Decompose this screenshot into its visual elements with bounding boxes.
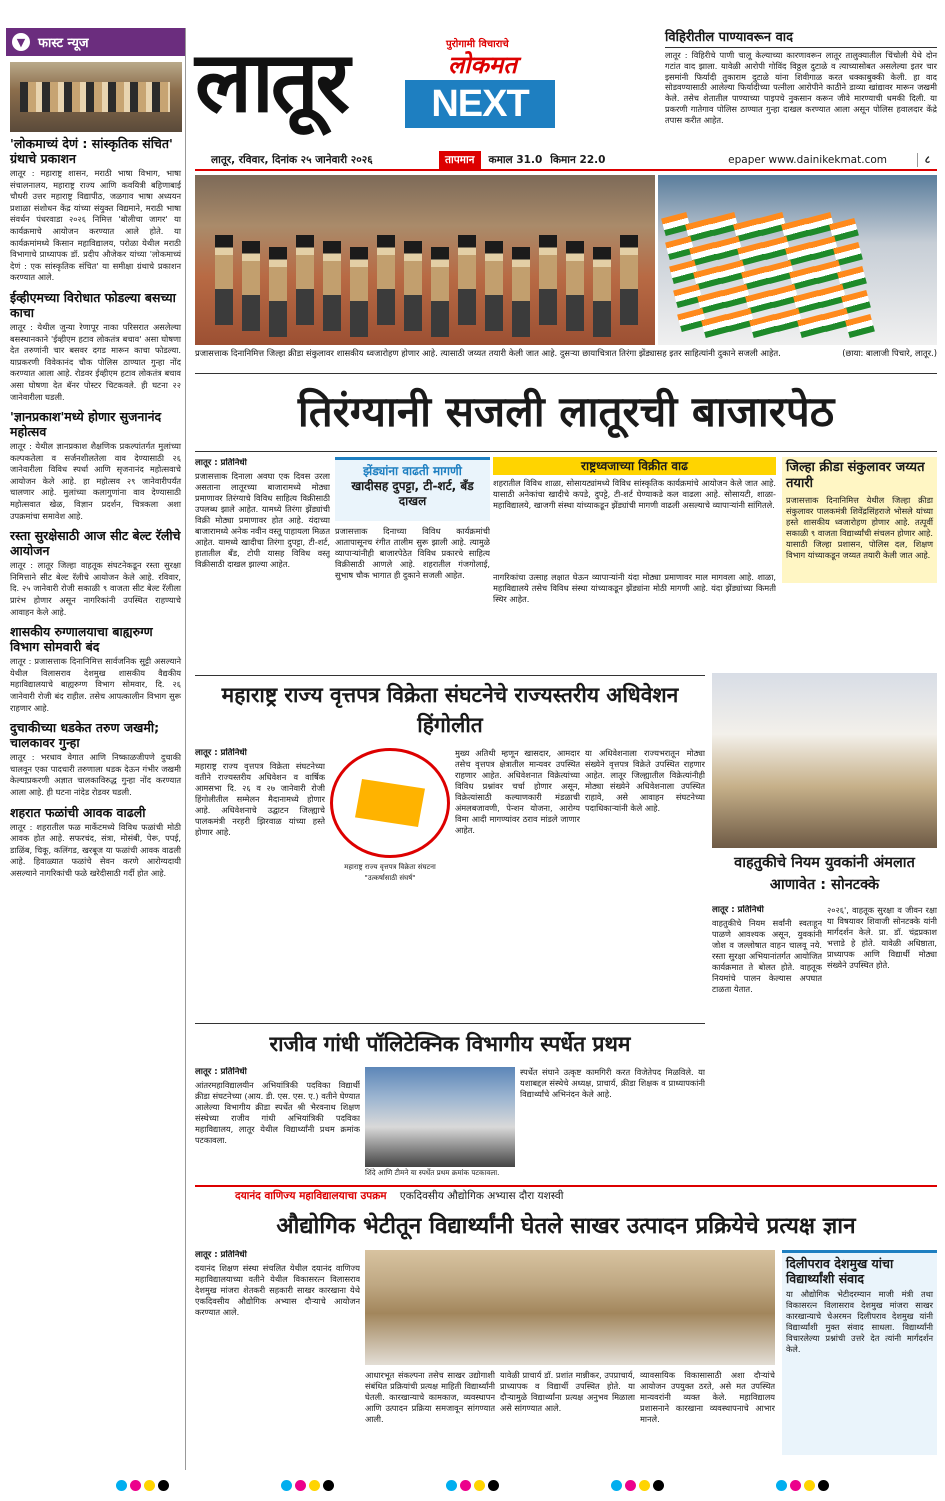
photo-credit: (छाया: बालाजी पिचारे, लातूर.) (842, 348, 937, 358)
sidebar-item-title: शासकीय रुग्णालयाचा बाह्यरुग्ण विभाग सोमवारी बंद (10, 624, 153, 655)
cadet-figure (377, 235, 395, 325)
cadet-figure (458, 235, 476, 325)
sidebar-item-body: लातूर : प्रजासत्ताक दिनानिमित्त सार्वजनिक सुट्टी असल्याने येथील विलासराव देशमुख शासकीय वैद्यकीय महाविद्यालयाचे बाह्यरुग्ण विभाग सोमवार, दि. २६ जानेवारी रोजी बंद राहील. तसेच आपत्कालीन विभाग सुरू राहणार आहे. (10, 656, 181, 713)
sidebar-item-body: लातूर : भरधाव वेगात आणि निष्काळजीपणे दुचाकी चालवून एका पादचारी तरुणाला धडक देऊन गंभीर जखमी केल्याप्रकरणी अज्ञात चालकाविरुद्ध गुन्हा नोंद करण्यात आला आहे. ही घटना नांदेड रोडवर घडली. (10, 752, 181, 797)
cadet-figure (269, 247, 287, 337)
max-temp: कमाल 31.0 (488, 154, 543, 166)
rashtra-box-title: राष्ट्रध्वजाच्या विक्रीत वाढ (493, 457, 776, 475)
story-text: महाराष्ट्र राज्य वृत्तपत्र विक्रेता संघटनेच्या वतीने राज्यस्तरीय अधिवेशन व वार्षिक आमसभा दि. २६ व २७ जानेवारी रोजी हिंगोलीतील सम्मेलन मैदानामध्ये होणार आहे. अधिवेशनाचे उद्घाटन जिल्ह्याचे पालकमंत्री नरहरी झिरवाळ यांच्या हस्ते होणार आहे. (195, 761, 325, 837)
cadet-figure (593, 247, 611, 337)
byline: लातूर : प्रतिनिधी (712, 905, 764, 915)
sidebar-item (6, 528, 185, 618)
story-text: वाहतुकीचे नियम सर्वांनी स्वतःहून पाळणे आवश्यक असून, युवकांनी जोश व जल्लोषात वाहन चालवू नये. रस्ता सुरक्षा अभियानांतर्गत आयोजित कार्यक्रमात ते बोलत होते. वाहतूक नियमांचे पालन केल्यास अपघात टाळता येतात. (712, 918, 822, 994)
byline: लातूर : प्रतिनिधी (195, 1250, 247, 1260)
sidebar-item-body: लातूर : शहरातील फळ मार्केटमध्ये विविध फळांची मोठी आवक होत आहे. सफरचंद, संत्रा, मोसंबी, पेरू, पपई, डाळिंब, चिकू, कलिंगड, खरबूज या फळांची आवक वाढली आहे. हिवाळ्यात फळांचे सेवन करणे आरोग्यदायी असल्याने नागरिकांची फळे खरेदीसाठी गर्दी होत आहे. (10, 821, 181, 878)
audyogik-col2 (365, 1370, 495, 1455)
sidebar-item-title: 'ज्ञानप्रकाश'मध्ये होणार सुजनानंद महोत्सव (10, 409, 162, 440)
cadet-figure (620, 235, 638, 325)
lead-story-col1 (195, 458, 330, 668)
color-dots (611, 1480, 664, 1491)
color-dots (776, 1480, 829, 1491)
chevron-down-icon: ▼ (12, 33, 30, 51)
book-launch-photo (10, 62, 182, 132)
sidebar-item (6, 805, 185, 880)
sidebox-stadium (782, 457, 937, 583)
cadet-figure (242, 241, 260, 331)
flag-icon (845, 314, 875, 338)
story-text: दयानंद शिक्षण संस्था संचलित येथील दयानंद वाणिज्य महाविद्यालयाच्या वतीने येथील विकासरत्न विलासराव देशमुख मांजरा शेतकरी सहकारी साखर कारखाना येथे एकदिवसीय औद्योगिक अभ्यास दौऱ्याचे आयोजन करण्यात आले. (195, 1263, 360, 1317)
vahtuk-headline: वाहतुकीचे नियम युवकांनी अंमलात आणावेत : सोनटक्के (734, 855, 915, 893)
sidebar-item-body: लातूर : महाराष्ट्र शासन, मराठी भाषा विभाग, भाषा संचालनालय, महाराष्ट्र राज्य आणि कवयित्री बहिणाबाई चौधरी उत्तर महाराष्ट्र विद्यापीठ, जळगाव भाषा अध्ययन प्रशाळा संशोधन केंद्र यांच्या संयुक्त विद्यमाने, मराठी भाषा संवर्धन पंधरवाडा २०२६ निमित्त 'बोलीचा जागर' या कार्यक्रमाचे आयोजन करण्यात आले होते. या कार्यक्रमांमध्ये किसान महाविद्यालय, परोळा येथील मराठी विभागाचे प्राध्यापक डॉ. प्रदीप औजेकर यांच्या 'लोकमाच्यं देणं : एक सांस्कृतिक संचित' या समीक्षा ग्रंथाचे प्रकाशन करण्यात आले. (10, 168, 181, 283)
date-strip (195, 151, 937, 171)
story-text: व्यावसायिक विकासासाठी अशा दौऱ्यांचे आयोजन उपयुक्त ठरते, असे मत उपस्थित मान्यवरांनी व्यक्त केले. महाविद्यालय प्रशासनाने कारखाना व्यवस्थापनाचे आभार मानले. (640, 1370, 775, 1424)
logo-text (330, 862, 450, 886)
fast-news-title: फास्ट न्यूज (38, 36, 89, 51)
weather-label: तापमान (439, 151, 481, 169)
visit-photo (365, 1250, 775, 1365)
story-body: लातूर : विहिरीचे पाणी चालू केल्याच्या कारणावरून लातूर तालुक्यातील चिंचोली येथे दोन गटांत वाद झाला. यावेळी आरोपी गोविंद विठ्ठल दुटाळे व त्याच्यासोबत असलेल्या इतर चार इसमांनी फिर्यादी तुकाराम दुटाळे यांना शिवीगाळ करत धक्काबुक्की केली. हा वाद सोडवण्यासाठी आलेल्या फिर्यादीच्या पत्नीला आरोपीने काठीने डाव्या खांद्यावर मारून जखमी केले. तसेच शेतातील पाण्याच्या पाइपचे नुकसान करून जीवे मारण्याची धमकी दिली. या प्रकरणी गातेगाव पोलिस ठाण्यात गुन्हा दाखल करण्यात आला असून पोलिस हवालदार केंद्रे तपास करीत आहेत. (665, 50, 937, 125)
byline: लातूर : प्रतिनिधी (195, 458, 247, 468)
masthead-tagline: पुरोगामी विचाराचे (446, 39, 509, 50)
cadet-figure (323, 241, 341, 331)
box-subtitle: खादीसह दुपट्टा, टी-शर्ट, बँड दाखल (351, 479, 474, 508)
box-body: या औद्योगिक भेटीदरम्यान माजी मंत्री तथा विकासरत्न विलासराव देशमुख मांजरा साखर कारखान्याचे चेअरमन दिलीपराव देशमुख यांनी विद्यार्थ्यांशी मुक्त संवाद साधला. विद्यार्थ्यांनी विचारलेल्या प्रश्नांची उत्तरे देत त्यांनी मार्गदर्शन केले. (786, 1289, 933, 1354)
story-text: आंतरमहाविद्यालयीन अभियांत्रिकी पदविका विद्यार्थी क्रीडा संघटनेच्या (आय. डी. एस. एस. ए.) वतीने घेण्यात आलेल्या विभागीय क्रीडा स्पर्धेत श्री भैरवनाथ शिक्षण संस्थेच्या राजीव गांधी अभियांत्रिकी पदविका महाविद्यालय, लातूर येथील विद्यार्थ्यांनी प्रथम क्रमांक पटकावला. (195, 1080, 360, 1145)
byline: लातूर : प्रतिनिधी (195, 1067, 247, 1077)
fast-news-sidebar (6, 28, 186, 1470)
sidebar-item-body: लातूर : लातूर जिल्हा वाहतूक संघटनेकडून रस्ता सुरक्षा निमित्ताने सीट बेल्ट रॅलीचे आयोजन केले आहे. रविवार, दि. २५ जानेवारी रोजी सकाळी ९ वाजता सीट बेल्ट रॅलीला प्रारंभ होणार असून नागरिकांनी उपस्थित राहण्याचे आवाहन केले आहे. (10, 560, 181, 617)
page-number: ८ (917, 153, 937, 167)
cadet-figure (404, 241, 422, 331)
cadet-figure (566, 241, 584, 331)
cadet-figure (485, 241, 503, 331)
audyogik-col1 (195, 1250, 360, 1455)
sidebar-item-body: लातूर : येथील ज्ञानप्रकाश शैक्षणिक प्रकल्पांतर्गत मुलांच्या कल्पकतेला व सर्जनशीलतेला वाव देण्यासाठी २६ जानेवारीला विविध स्पर्धा आणि सृजनानंद महोत्सवाचे आयोजन केले आहे. हा महोत्सव २९ जानेवारीपर्यंत चालणार आहे. मुलांच्या कलागुणांना वाव देण्यासाठी महोत्सवात खेळ, विज्ञान प्रदर्शन, चित्रकला अशा उपक्रमांचा समावेश आहे. (10, 441, 181, 521)
color-dots (281, 1480, 334, 1491)
box-title: जिल्हा क्रीडा संकुलावर जय्यत तयारी (786, 460, 925, 491)
vrutta-col1 (195, 748, 325, 1018)
top-right-story (665, 27, 937, 149)
strip-text: एकदिवसीय औद्योगिक अभ्यास दौरा यशस्वी (399, 1190, 564, 1202)
lead-story-col3 (493, 572, 776, 668)
meeting-photo (712, 673, 937, 848)
vahtuk-col1 (712, 905, 822, 1180)
sidebar-item (6, 409, 185, 522)
story-title: विहिरीतील पाण्यावरून वाद (665, 27, 937, 48)
lead-story-col2 (335, 526, 490, 668)
story-text: प्रजासत्ताक दिनाच्या विविध कार्यक्रमांची आतापासूनच रंगीत तालीम सुरू झाली आहे. त्यामुळे व्यापाऱ्यांनीही बाजारपेठेत विविध प्रकारचे साहित्य विक्रीसाठी आणले आहे. शहरातील गंजगोलाई, सुभाष चौक भागात ही दुकाने सजली आहेत. (335, 526, 490, 580)
box-title: झेंड्यांना वाढती मागणी (363, 464, 462, 478)
sidebar-item-title: ईव्हीएमच्या विरोधात फोडल्या बसच्या काचा (10, 289, 176, 320)
sidebox-dilip (782, 1250, 937, 1455)
sidebar-item-title: 'लोकमाच्यं देणं : सांस्कृतिक संचित' ग्रंथाचे प्रकाशन (10, 136, 173, 166)
students-caption: शिंदे आणि टीमने या स्पर्धेत प्रथम क्रमांक पटकावला. (365, 1168, 500, 1177)
sidebar-item-title: शहरात फळांची आवक वाढली (10, 804, 146, 820)
vrutta-col2 (455, 748, 580, 1018)
story-text: मुख्य अतिथी म्हणून खासदार, आमदार तसेच वृत्तपत्र क्षेत्रातील मान्यवर उपस्थित राहणार आहेत. अधिवेशनात विक्रेत्यांच्या विविध प्रश्नांवर चर्चा होणार असून, विक्रेत्यांसाठी कल्याणकारी मंडळाची अंमलबजावणी, पेन्शन योजना, आरोग्य विमा आदी मागण्यांवर ठराव मांडले जाणार आहेत. (455, 748, 580, 835)
strip-red-text: दयानंद वाणिज्य महाविद्यालयाचा उपक्रम (235, 1190, 387, 1202)
story-text: आधारभूत संकल्पना तसेच साखर उद्योगाशी संबंधित प्रक्रियांची प्रत्यक्ष माहिती विद्यार्थ्यांनी घेतली. कारखान्याचे कामकाज, व्यवस्थापन आणि उत्पादन प्रक्रिया समजावून सांगण्यात आली. (365, 1370, 495, 1424)
vrutta-headline: महाराष्ट्र राज्य वृत्तपत्र विक्रेता संघटनेचे राज्यस्तरीय अधिवेशन हिंगोलीत (195, 675, 705, 743)
lead-headline: तिरंग्यानी सजली लातूरची बाजारपेठ (195, 373, 937, 449)
color-dots (116, 1480, 169, 1491)
story-text: शहरातील विविध शाळा, सोसायट्यांमध्ये विविध सांस्कृतिक कार्यक्रमांचे आयोजन केले जात आहे. यासाठी अनेकांचा खादीचे कपडे, दुपट्टे, टी-शर्ट घेण्याकडे कल वाढला आहे. सोसायटी, शाळा-महाविद्यालये, खाजगी संस्था यांच्याकडून झेंड्यांची मागणी वाढली असल्याचे व्यापाऱ्यांनी सांगितले. (493, 478, 776, 510)
sidebar-item (6, 290, 185, 403)
cadet-figure (512, 247, 530, 337)
next-badge: NEXT (405, 80, 555, 128)
vrutta-col3 (585, 748, 705, 1018)
rajiv-col2 (520, 1067, 705, 1179)
color-dots (446, 1480, 499, 1491)
story-text: स्पर्धेत संघाने उत्कृष्ट कामगिरी करत विजेतेपद मिळविले. या यशाबद्दल संस्थेचे अध्यक्ष, प्राचार्य, क्रीडा शिक्षक व प्राध्यापकांनी विद्यार्थ्यांचे अभिनंदन केले आहे. (520, 1067, 705, 1099)
audyogik-headline: औद्योगिक भेटीतून विद्यार्थ्यांनी घेतले साखर उत्पादन प्रक्रियेचे प्रत्यक्ष ज्ञान (276, 1213, 856, 1239)
epaper-link[interactable]: epaper www.dainikekmat.com (728, 154, 887, 166)
cadet-figure (350, 247, 368, 337)
flags-photo (658, 175, 937, 345)
sidebar-item (6, 720, 185, 798)
rajiv-headline: राजीव गांधी पॉलिटेक्निक विभागीय स्पर्धेत प्रथम (195, 1023, 705, 1063)
story-text: २०२६', वाहतूक सुरक्षा व जीवन रक्षा या विषयावर शिवाजी सोनटक्के यांनी मार्गदर्शन केले. प्रा. डॉ. चंद्रप्रकाश भत्ताडे हे होते. यावेळी अधिष्ठाता, प्राध्यापक आणि विद्यार्थी मोठ्या संख्येने उपस्थित होते. (827, 905, 937, 970)
story-text: या अधिवेशनाला राज्यभरातून मोठ्या संख्येने वृत्तपत्र विक्रेते उपस्थित राहणार आहेत. लातूर जिल्ह्यातील विक्रेत्यांनीही मोठ्या संख्येने अधिवेशनाला उपस्थित राहावे, असे आवाहन संघटनेच्या पदाधिकाऱ्यांनी केले आहे. (585, 748, 705, 813)
sanghatana-logo (330, 748, 450, 858)
rajiv-col1 (195, 1067, 360, 1179)
photo-caption (195, 348, 937, 359)
min-temp: किमान 22.0 (550, 154, 606, 166)
sidebar-item (6, 136, 185, 284)
students-photo (365, 1067, 515, 1167)
logo-name: महाराष्ट्र राज्य वृत्तपत्र विक्रेता संघटना (344, 863, 436, 871)
caption-text: प्रजासत्ताक दिनानिमित्त जिल्हा क्रीडा संकुलावर शासकीय ध्वजारोहण होणार आहे. त्यासाठी जय्यत तयारी केली जात आहे. दुसऱ्या छायाचित्रात तिरंगा झेंड्यासह इतर साहित्यांनी दुकाने सजली आहेत. (195, 348, 781, 358)
date-line: लातूर, रविवार, दिनांक २५ जानेवारी २०२६ (211, 154, 373, 166)
sidebar-item-title: दुचाकीच्या धडकेत तरुण जखमी; चालकावर गुन्हा (10, 720, 160, 751)
audyogik-col3 (500, 1370, 635, 1455)
sidebar-item-body: लातूर : येथील जुन्या रेणापूर नाका परिसरात असलेल्या बसस्थानकाने 'ईव्हीएम हटाव लोकतंत्र बचाव' असा घोषणा देत तरुणांनी चार बसवर दगड मारून काचा फोडल्या. याप्रकरणी विवेकानंद चौक पोलिस ठाण्यात गुन्हा नोंद करण्यात आला आहे. रोडवर ईव्हीएम हटाव लोकतंत्र बचाव असा घोषणा देत बॅनर पोस्टर चिटकवले. ही घटना २२ जानेवारीला घडली. (10, 321, 181, 402)
cadet-figure (431, 247, 449, 337)
masthead-logo: लातूर (195, 32, 347, 131)
cadet-figure (539, 235, 557, 325)
vahtuk-col2 (827, 905, 937, 1180)
map-emblem-icon (355, 779, 425, 827)
sidebar-item-title: रस्ता सुरक्षेसाठी आज सीट बेल्ट रॅलीचे आयोजन (10, 528, 181, 559)
audyogik-col4 (640, 1370, 775, 1455)
box-title: दिलीपराव देशमुख यांचा विद्यार्थ्यांशी संवाद (786, 1256, 894, 1286)
print-registration-marks (0, 1470, 945, 1501)
parade-photo (195, 175, 655, 345)
rashtra-box-body (493, 478, 776, 568)
byline: लातूर : प्रतिनिधी (195, 748, 247, 758)
sidebox-demand (335, 457, 490, 521)
story-text: यावेळी प्राचार्य डॉ. प्रशांत मान्नीकर, उपप्राचार्य, प्राध्यापक व विद्यार्थी उपस्थित होते. या दौऱ्यामुळे विद्यार्थ्यांना प्रत्यक्ष अनुभव मिळाला असे सांगण्यात आले. (500, 1370, 635, 1413)
sidebar-item (6, 624, 185, 714)
logo-motto: "उत्कर्षासाठी संघर्ष" (364, 874, 416, 882)
fast-news-header (6, 28, 185, 56)
paper-name: लोकमत (448, 51, 517, 79)
box-body: प्रजासत्ताक दिनानिमित्त येथील जिल्हा क्रीडा संकुलावर पालकमंत्री शिवेंद्रसिंहराजे भोसले यांच्या हस्ते शासकीय ध्वजारोहण होणार आहे. तत्पूर्वी सकाळी ९ वाजता विद्यार्थ्यांची संचलन होणार आहे. यासाठी जिल्हा प्रशासन, पोलिस दल, शिक्षण विभाग यांच्याकडून जय्यत तयारी केली जात आहे. (786, 495, 933, 560)
cadet-figure (215, 235, 233, 325)
dayanand-strip (195, 1185, 937, 1203)
story-text: प्रजासत्ताक दिनाला अवघा एक दिवस उरला असताना लातूरच्या बाजारामध्ये मोठ्या प्रमाणावर तिरंग्याचे विविध साहित्य विक्रीसाठी उपलब्ध झाले आहेत. यामध्ये तिरंगा झेंड्यांची विक्री मोठ्या प्रमाणावर होत आहे. यंदाच्या बाजारामध्ये अनेक नवीन वस्तू पाहायला मिळत आहेत. यामध्ये खादीचा तिरंगा दुपट्टा, टी-शर्ट, हातातील बँड, टोपी यासह विविध वस्तू विक्रीसाठी दाखल झाल्या आहेत. (195, 471, 330, 569)
story-text: नागरिकांचा उत्साह लक्षात घेऊन व्यापाऱ्यांनी यंदा मोठ्या प्रमाणावर माल मागवला आहे. शाळा, महाविद्यालये तसेच विविध संस्था यांच्याकडून झेंड्यांना मोठी मागणी आहे. यंदा झेंड्यांच्या किमती स्थिर आहेत. (493, 572, 776, 604)
cadet-figure (296, 235, 314, 325)
